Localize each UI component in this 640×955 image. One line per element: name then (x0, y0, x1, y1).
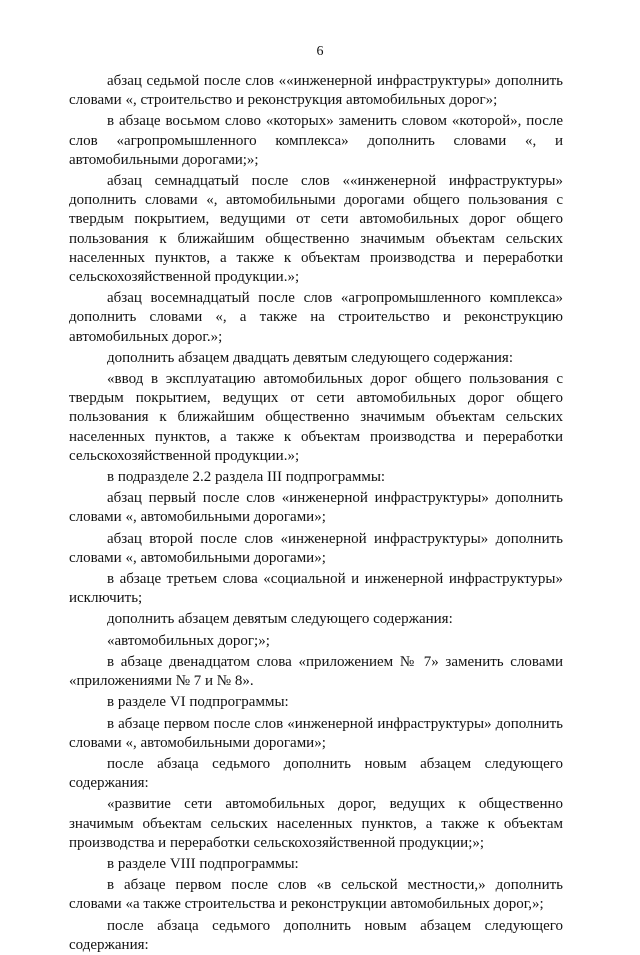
paragraph: в абзаце третьем слова «социальной и инженерной инфраструктуры» исключить; (69, 571, 563, 607)
paragraph: в подразделе 2.2 раздела III подпрограммы: (107, 469, 386, 486)
paragraph: «развитие сети автомобильных дорог, ведущих к общественно значимым объектам сельских населенных пунктов, а также к объектам производства и переработки сельскохозяйственной продукции;»; (69, 796, 563, 851)
paragraph: в разделе VI подпрограммы: (107, 694, 289, 711)
paragraph: абзац седьмой после слов ««инженерной инфраструктуры» дополнить словами «, строительство и реконструкция автомобильных дорог»; (69, 73, 563, 109)
paragraph: абзац второй после слов «инженерной инфраструктуры» дополнить словами «, автомобильными дорогами»; (69, 530, 563, 566)
paragraph: абзац первый после слов «инженерной инфраструктуры» дополнить словами «, автомобильными дорогами»; (69, 490, 563, 526)
paragraph: в абзаце восьмом слово «которых» заменить словом «которой», после слов «агропромышленного комплекса» дополнить словами «, и автомобильными дорогами;»; (69, 113, 563, 168)
paragraph: в абзаце первом после слов «в сельской местности,» дополнить словами «а также строительства и реконструкции автомобильных дорог,»; (69, 877, 563, 913)
paragraph: «ввод в эксплуатацию автомобильных дорог общего пользования с твердым покрытием, ведущих от сети автомобильных дорог общего пользования к ближайшим общественно значимым объектам сельских населенных пунктов, а также к объектам производства и переработки сельскохозяйственной продукции.»; (69, 371, 563, 464)
paragraph: дополнить абзацем девятым следующего содержания: (107, 611, 453, 628)
document-body (69, 72, 563, 955)
paragraph: в абзаце первом после слов «инженерной инфраструктуры» дополнить словами «, автомобильными дорогами»; (69, 715, 563, 751)
paragraph: абзац восемнадцатый после слов «агропромышленного комплекса» дополнить словами «, а также на строительство и реконструкцию автомобильных дорог.»; (69, 290, 563, 345)
paragraph: в разделе VIII подпрограммы: (107, 855, 299, 872)
page-number: 6 (316, 44, 324, 59)
paragraph: «автомобильных дорог;»; (107, 632, 270, 649)
paragraph: в абзаце двенадцатом слова «приложением № 7» заменить словами «приложениями № 7 и № 8». (69, 653, 563, 690)
paragraph: дополнить абзацем двадцать девятым следующего содержания: (107, 349, 513, 366)
paragraph: после абзаца седьмого дополнить новым абзацем следующего содержания: (69, 755, 563, 792)
paragraph: после абзаца седьмого дополнить новым абзацем следующего содержания: (69, 917, 563, 953)
paragraph: абзац семнадцатый после слов ««инженерной инфраструктуры» дополнить словами «, автомобильными дорогами общего пользования с твердым покрытием, ведущими от сети автомобильных дорог общего пользования к ближайшим общественно значимым объектам сельских населенных пунктов, а также к объектам производства и переработки сельскохозяйственной продукции.»; (69, 173, 563, 286)
